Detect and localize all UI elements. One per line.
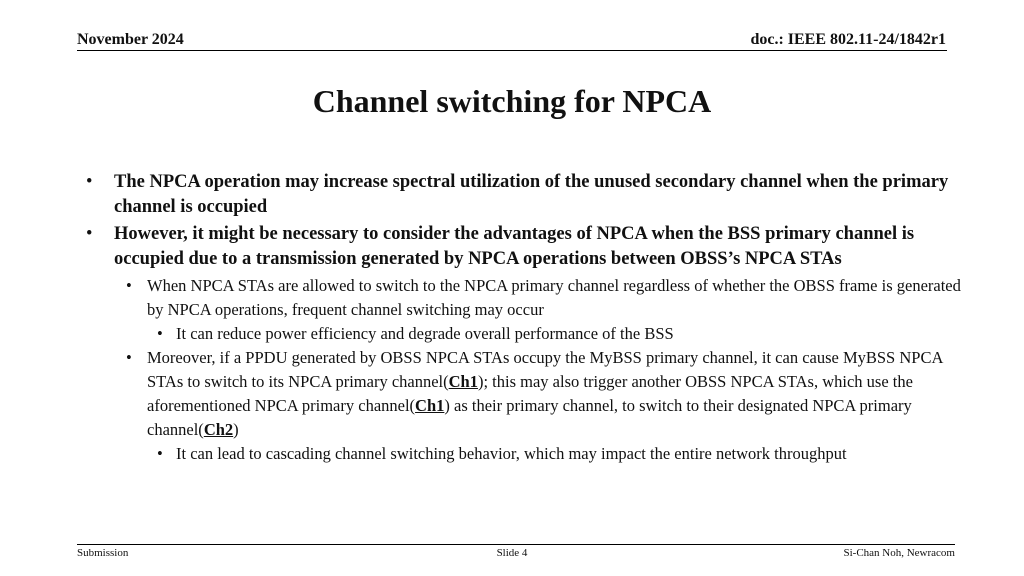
sub-bullet-2-text-part2: ); this may also trigger another OBSS NPCA STAs, which use the aforementioned NPCA primary channel( [147,372,913,415]
bullet-2-text: However, it might be necessary to consider the advantages of NPCA when the BSS primary channel is occupied due to a transmission generated by NPCA operations between OBSS’s NPCA STAs [114,224,915,269]
slide-content [0,170,1024,466]
channel-ref-ch1-second: Ch1 [415,396,445,415]
sub-bullet-2 [0,346,1024,442]
sub-bullet-1 [0,274,1024,322]
bullet-1 [0,170,1024,220]
footer-author: Si-Chan Noh, Newracom [843,547,955,559]
sub-sub-bullet-2 [0,442,1024,466]
footer-submission: Submission [77,547,129,559]
sub-sub-bullet-1-text: It can reduce power efficiency and degrade overall performance of the BSS [176,324,674,343]
footer-rule [77,544,955,545]
bullet-dot: • [126,276,132,295]
header-date: November 2024 [77,31,184,48]
bullet-dot: • [126,348,132,367]
sub-sub-bullet-1 [0,322,1024,346]
channel-ref-ch2: Ch2 [203,420,234,439]
sub-bullet-1-text: When NPCA STAs are allowed to switch to the NPCA primary channel regardless of whether the OBSS frame is generated by NPCA operations, frequent channel switching may occur [147,276,961,319]
slide-title: Channel switching for NPCA [312,83,712,119]
bullet-1-text: The NPCA operation may increase spectral utilization of the unused secondary channel when the primary channel is occupied [114,172,949,217]
sub-bullet-2-text-part1: Moreover, if a PPDU generated by OBSS NPCA STAs occupy the MyBSS primary channel, it can cause MyBSS NPCA STAs to switch to its NPCA primary channel( [147,348,943,391]
bullet-2 [0,222,1024,272]
bullet-dot: • [157,324,163,343]
sub-sub-bullet-2-text: It can lead to cascading channel switching behavior, which may impact the entire network throughput [176,444,847,463]
header-doc-id: doc.: IEEE 802.11-24/1842r1 [750,31,946,48]
sub-bullet-2-text-part4: ) [233,420,239,439]
bullet-dot: • [86,224,93,244]
sub-bullet-2-text-part3: ) as their primary channel, to switch to their designated NPCA primary channel( [147,396,912,439]
header-rule [77,50,947,51]
bullet-dot: • [157,444,163,463]
bullet-dot: • [86,172,93,192]
footer-slide-number: Slide 4 [496,547,528,559]
channel-ref-ch1: Ch1 [448,372,478,391]
